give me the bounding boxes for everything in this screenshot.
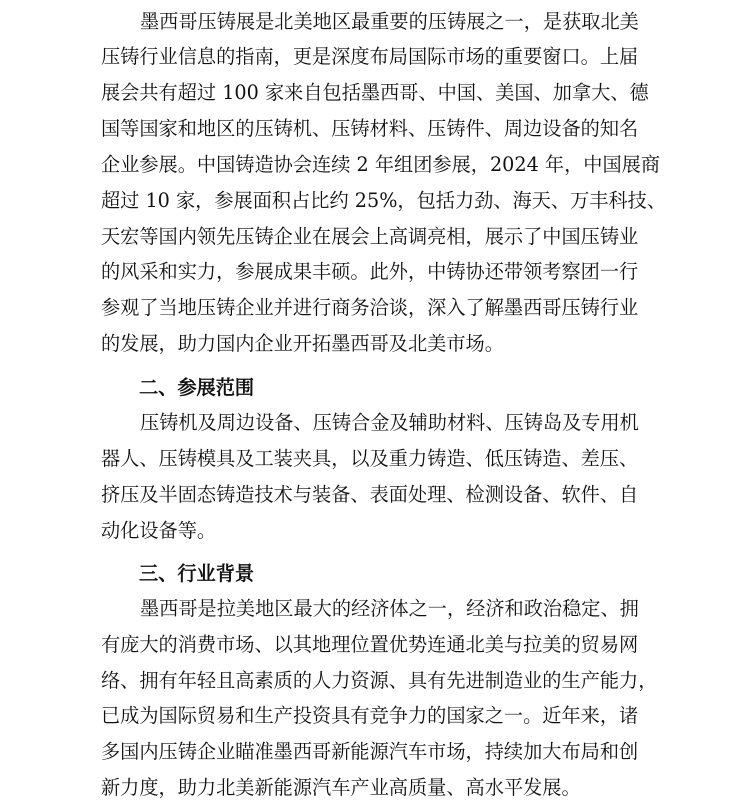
paragraph-line: 企业参展。中国铸造协会连续 2 年组团参展，2024 年，中国展商 <box>101 153 661 176</box>
section-heading: 三、行业背景 <box>139 562 255 585</box>
paragraph-line: 的发展，助力国内企业开拓墨西哥及北美市场。 <box>101 332 504 355</box>
paragraph-line: 压铸行业信息的指南，更是深度布局国际市场的重要窗口。上届 <box>101 45 639 68</box>
paragraph-line: 墨西哥压铸展是北美地区最重要的压铸展之一，是获取北美 <box>140 10 639 33</box>
paragraph-line: 展会共有超过 100 家来自包括墨西哥、中国、美国、加拿大、德 <box>101 81 649 104</box>
paragraph-line: 国等国家和地区的压铸机、压铸材料、压铸件、周边设备的知名 <box>101 117 639 140</box>
paragraph-line: 已成为国际贸易和生产投资具有竞争力的国家之一。近年来，诸 <box>101 704 639 727</box>
paragraph-line: 络、拥有年轻且高素质的人力资源、具有先进制造业的生产能力， <box>101 669 658 692</box>
paragraph-line: 动化设备等。 <box>101 519 217 542</box>
section-heading: 二、参展范围 <box>139 376 255 399</box>
paragraph-line: 有庞大的消费市场、以其地理位置优势连通北美与拉美的贸易网 <box>101 633 639 656</box>
paragraph-line: 挤压及半固态铸造技术与装备、表面处理、检测设备、软件、自 <box>101 483 639 506</box>
paragraph-line: 墨西哥是拉美地区最大的经济体之一，经济和政治稳定、拥 <box>140 597 639 620</box>
paragraph-line: 超过 10 家，参展面积占比约 25%，包括力劲、海天、万丰科技、 <box>101 189 667 212</box>
paragraph-line: 的风采和实力，参展成果丰硕。此外，中铸协还带领考察团一行 <box>101 260 639 283</box>
paragraph-line: 天宏等国内领先压铸企业在展会上高调亮相，展示了中国压铸业 <box>101 225 639 248</box>
paragraph-line: 压铸机及周边设备、压铸合金及辅助材料、压铸岛及专用机 <box>140 411 639 434</box>
paragraph-line: 多国内压铸企业瞄准墨西哥新能源汽车市场，持续加大布局和创 <box>101 740 639 763</box>
paragraph-line: 新力度，助力北美新能源汽车产业高质量、高水平发展。 <box>101 776 581 799</box>
paragraph-line: 器人、压铸模具及工装夹具，以及重力铸造、低压铸造、差压、 <box>101 447 639 470</box>
paragraph-line: 参观了当地压铸企业并进行商务洽谈，深入了解墨西哥压铸行业 <box>101 296 639 319</box>
